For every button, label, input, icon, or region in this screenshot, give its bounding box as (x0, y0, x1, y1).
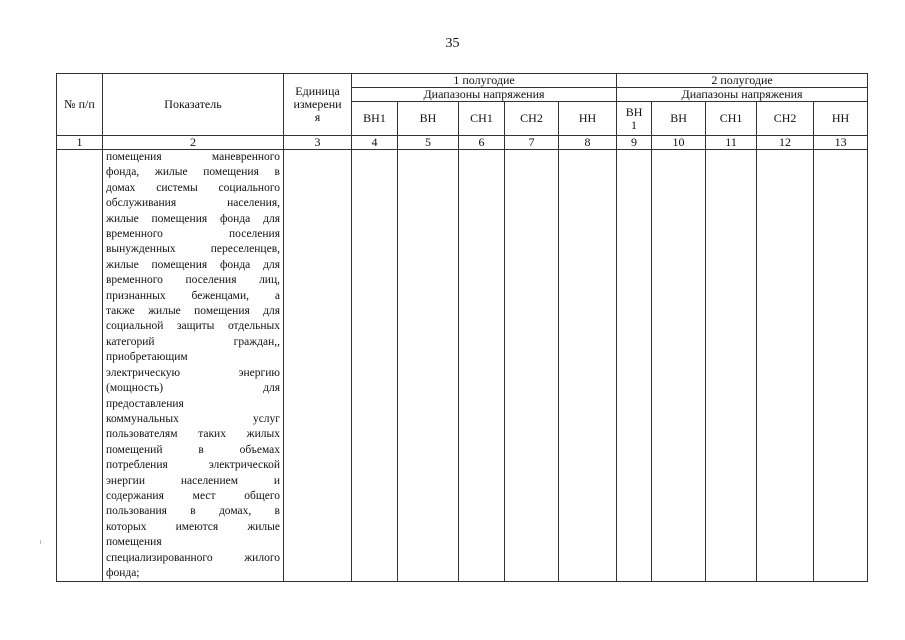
header-half2: 2 полугодие (617, 74, 868, 88)
description-line: помещений в объемах (106, 443, 280, 456)
header-half2-vh: ВН (652, 102, 706, 136)
header-unit-line3: я (314, 110, 321, 124)
header-num: № п/п (57, 74, 103, 136)
header-half1-nn: НН (559, 102, 617, 136)
col-number: 3 (284, 136, 352, 150)
col-number: 13 (814, 136, 868, 150)
tariff-table (56, 73, 868, 582)
cell-value (559, 150, 617, 582)
header-unit-line1: Единица (295, 84, 340, 98)
column-number-row (57, 136, 868, 150)
description-line: временного поселения (106, 228, 280, 241)
description-line: энергии населением и (106, 474, 280, 487)
cell-value (617, 150, 652, 582)
description-line: специализированного жилого (106, 551, 280, 564)
page-number: 35 (445, 36, 460, 51)
description-line: социальной защиты отдельных (106, 320, 280, 333)
col-number: 5 (398, 136, 459, 150)
header-half1: 1 полугодие (352, 74, 617, 88)
description-line: потребления электрической (106, 459, 280, 472)
header-half2-sn2: СН2 (757, 102, 814, 136)
description-line: признанных беженцами, а (106, 289, 280, 302)
description-line: домах системы социального (106, 181, 280, 194)
header-half2-vh1-top: ВН (625, 104, 643, 119)
col-number: 12 (757, 136, 814, 150)
description-line: жилые помещения фонда для (106, 258, 280, 271)
header-unit-line2: измерени (293, 97, 342, 111)
description-line: (мощность) для (106, 382, 280, 395)
description-line: которых имеются жилые (106, 520, 280, 533)
cell-value (814, 150, 868, 582)
header-half2-vh1-bottom: 1 (631, 117, 638, 132)
header-indicator: Показатель (103, 74, 284, 136)
col-number: 4 (352, 136, 398, 150)
description-line: приобретающим (106, 351, 188, 364)
description-line: электрическую энергию (106, 366, 280, 379)
header-half2-nn: НН (814, 102, 868, 136)
col-number: 6 (459, 136, 505, 150)
scan-artifact (40, 540, 41, 544)
header-half1-sn1: СН1 (459, 102, 505, 136)
description-line: помещения (106, 536, 162, 549)
header-half2-sn1: СН1 (706, 102, 757, 136)
cell-num (57, 150, 103, 582)
description-line: категорий граждан,, (106, 335, 280, 348)
description-line: пользователям таких жилых (106, 428, 280, 441)
description-line: вынужденных переселенцев, (106, 243, 280, 256)
col-number: 9 (617, 136, 652, 150)
indicator-description (103, 150, 284, 582)
cell-value (757, 150, 814, 582)
description-line: жилые помещения фонда для (106, 212, 280, 225)
header-ranges-half1: Диапазоны напряжения (352, 88, 617, 102)
description-line: также жилые помещения для (106, 305, 280, 318)
description-line: помещения маневренного (106, 151, 280, 163)
cell-value (352, 150, 398, 582)
cell-unit (284, 150, 352, 582)
table-row (57, 150, 868, 582)
header-half1-vh1: ВН1 (352, 102, 398, 136)
description-line: обслуживания населения, (106, 197, 280, 210)
header-half1-sn2: СН2 (505, 102, 559, 136)
cell-value (398, 150, 459, 582)
header-ranges-half2: Диапазоны напряжения (617, 88, 868, 102)
col-number: 8 (559, 136, 617, 150)
cell-value (459, 150, 505, 582)
cell-value (706, 150, 757, 582)
description-line: пользования в домах, в (106, 505, 280, 518)
col-number: 1 (57, 136, 103, 150)
col-number: 11 (706, 136, 757, 150)
col-number: 10 (652, 136, 706, 150)
col-number: 2 (103, 136, 284, 150)
description-line: содержания мест общего (106, 489, 280, 502)
header-half2-vh1 (617, 102, 652, 136)
cell-value (652, 150, 706, 582)
header-unit (284, 74, 352, 136)
description-line: предоставления (106, 397, 184, 410)
header-half1-vh: ВН (398, 102, 459, 136)
col-number: 7 (505, 136, 559, 150)
description-line: коммунальных услуг (106, 412, 280, 425)
description-line: фонда; (106, 566, 140, 579)
description-line: фонда, жилые помещения в (106, 166, 280, 179)
description-line: временного поселения лиц, (106, 274, 280, 287)
cell-value (505, 150, 559, 582)
